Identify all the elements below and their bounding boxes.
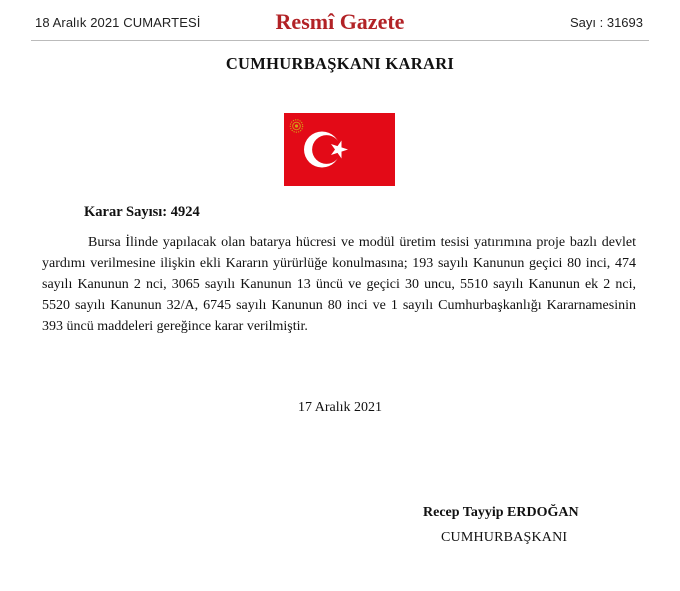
gazette-name: Resmî Gazete <box>275 9 405 34</box>
issue-number: Sayı : 31693 <box>570 15 643 30</box>
gazette-header <box>0 0 680 42</box>
publication-date: 18 Aralık 2021 CUMARTESİ <box>35 15 201 30</box>
decision-body: Bursa İlinde yapılacak olan batarya hücresi ve modül üretim tesisi yatırımına proje bazlı devlet yardımı verilmesine ilişkin ekli Kararın yürürlüğe konulmasına; 193 sayılı Kanunun geçici 80 inci, 474 sayılı Kanunun 2 nci, 3065 sayılı Kanunun 13 üncü ve geçici 30 uncu, 5510 sayılı Kanunun ek 2 nci, 5520 sayılı Kanunun 32/A, 6745 sayılı Kanunun 80 inci ve 1 sayılı Cumhurbaşkanlığı Kararnamesinin 393 üncü maddeleri gereğince karar verilmiştir. <box>42 235 636 334</box>
decision-number: Karar Sayısı: 4924 <box>84 204 200 220</box>
document-title: CUMHURBAŞKANI KARARI <box>225 54 455 73</box>
signer-title: CUMHURBAŞKANI <box>441 530 568 545</box>
signature-date: 17 Aralık 2021 <box>298 400 382 415</box>
turkish-flag-icon <box>284 113 395 186</box>
header-divider <box>31 40 649 41</box>
signer-name: Recep Tayyip ERDOĞAN <box>423 505 579 520</box>
